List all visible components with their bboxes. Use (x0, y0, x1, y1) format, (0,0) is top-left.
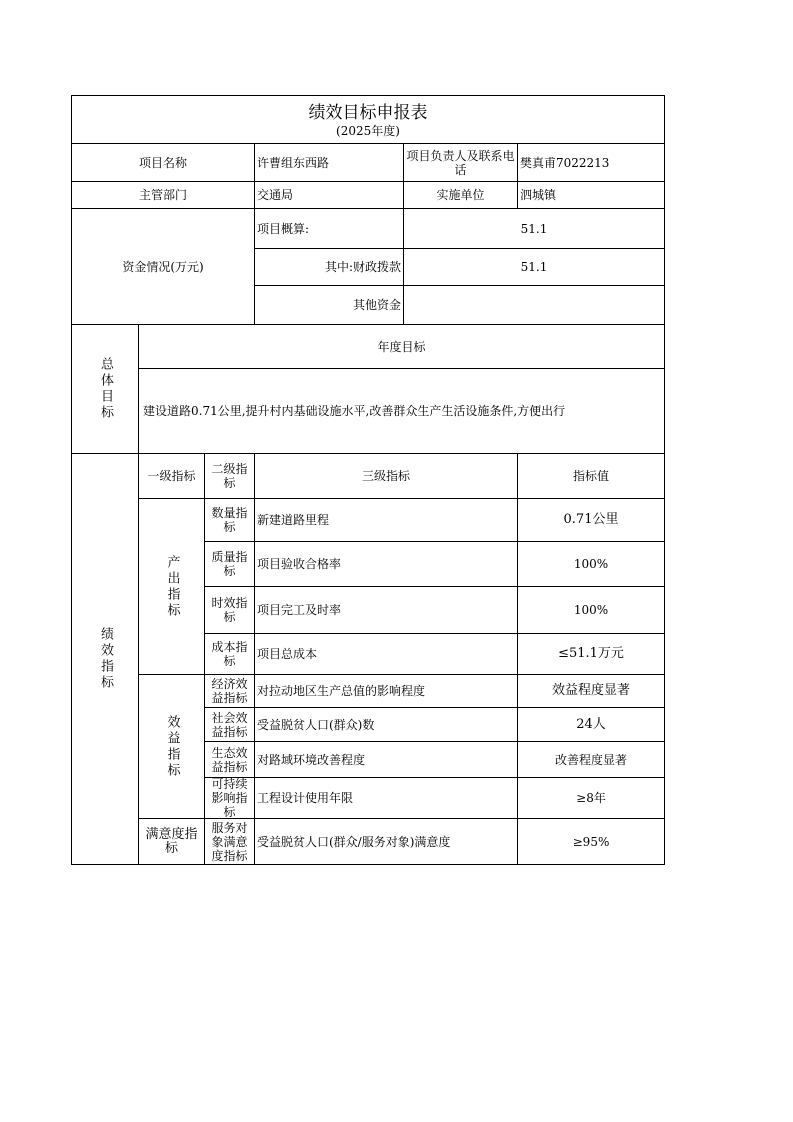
value-header: 指标值 (517, 453, 665, 499)
fiscal-value: 51.1 (403, 248, 665, 286)
dept-value: 交通局 (254, 181, 404, 209)
level3-cell: 对路域环境改善程度 (254, 741, 518, 778)
other-funds-label: 其他资金 (254, 285, 404, 325)
budget-value: 51.1 (403, 208, 665, 249)
level2-cell: 时效指标 (204, 586, 255, 634)
level2-cell: 生态效益指标 (204, 741, 255, 778)
level2-cell: 数量指标 (204, 498, 255, 542)
level2-header: 二级指标 (204, 453, 255, 499)
level3-cell: 工程设计使用年限 (254, 777, 518, 819)
level1-header: 一级指标 (138, 453, 205, 499)
budget-label: 项目概算: (254, 208, 404, 249)
indicator-value-cell: 100% (517, 586, 665, 634)
output-indicators-label: 产出指标 (138, 498, 205, 675)
unit-label: 实施单位 (403, 181, 518, 209)
level3-cell: 对拉动地区生产总值的影响程度 (254, 674, 518, 708)
benefit-indicators-label: 效益指标 (138, 674, 205, 819)
level3-header: 三级指标 (254, 453, 518, 499)
indicator-value-cell: 100% (517, 541, 665, 587)
form-title-cell (71, 95, 665, 144)
dept-label: 主管部门 (71, 181, 255, 209)
indicator-value-cell: 24人 (517, 707, 665, 742)
indicator-value-cell: ≥8年 (517, 777, 665, 819)
annual-target-label: 年度目标 (138, 324, 665, 369)
level2-cell: 服务对象满意度指标 (204, 818, 255, 865)
level2-cell: 成本指标 (204, 633, 255, 675)
indicator-value-cell: 效益程度显著 (517, 674, 665, 708)
form-title: 绩效目标申报表 (308, 102, 428, 123)
project-name-label: 项目名称 (71, 143, 255, 182)
level2-cell: 可持续影响指标 (204, 777, 255, 819)
funds-label: 资金情况(万元) (71, 208, 255, 325)
owner-label: 项目负责人及联系电话 (403, 143, 518, 182)
indicator-value-cell: ≤51.1万元 (517, 633, 665, 675)
indicator-value-cell: ≥95% (517, 818, 665, 865)
annual-target-text: 建设道路0.71公里,提升村内基础设施水平,改善群众生产生活设施条件,方便出行 (138, 368, 665, 454)
performance-target-form (72, 96, 665, 866)
level3-cell: 项目验收合格率 (254, 541, 518, 587)
project-name-value: 许曹组东西路 (254, 143, 404, 182)
form-subtitle: (2025年度) (336, 123, 400, 138)
level3-cell: 项目完工及时率 (254, 586, 518, 634)
level2-cell: 社会效益指标 (204, 707, 255, 742)
other-funds-value (403, 285, 665, 325)
level2-cell: 经济效益指标 (204, 674, 255, 708)
owner-value: 樊真甫7022213 (517, 143, 665, 182)
level3-cell: 受益脱贫人口(群众/服务对象)满意度 (254, 818, 518, 865)
level3-cell: 受益脱贫人口(群众)数 (254, 707, 518, 742)
indicator-value-cell: 改善程度显著 (517, 741, 665, 778)
satisfaction-indicators-label: 满意度指标 (138, 818, 205, 865)
overall-target-label: 总体目标 (71, 324, 139, 454)
level3-cell: 项目总成本 (254, 633, 518, 675)
level3-cell: 新建道路里程 (254, 498, 518, 542)
unit-value: 泗城镇 (517, 181, 665, 209)
level2-cell: 质量指标 (204, 541, 255, 587)
indicator-value-cell: 0.71公里 (517, 498, 665, 542)
fiscal-label: 其中:财政拨款 (254, 248, 404, 286)
performance-indicators-label: 绩效指标 (71, 453, 139, 865)
